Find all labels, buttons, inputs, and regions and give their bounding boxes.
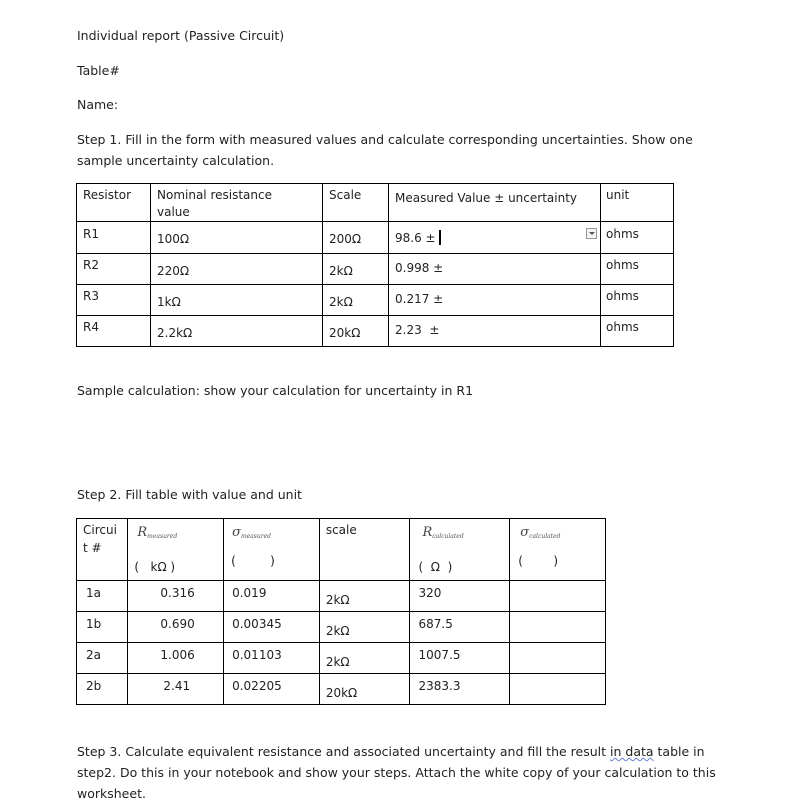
header-r-calculated: $R_{calculated}$ ( Ω ): [410, 519, 510, 581]
table-row: R1 100Ω 200Ω 98.6 ± ohms: [77, 222, 674, 254]
r1-measured-input[interactable]: 98.6 ±: [389, 222, 601, 254]
results-table: [76, 518, 606, 705]
header-sigma-calculated: $\sigma_{calculated}$ ( ): [510, 519, 606, 581]
header-unit: unit: [601, 184, 674, 222]
table-row: 1b 0.690 0.00345 2kΩ 687.5: [77, 612, 606, 643]
step3-line3: worksheet.: [77, 786, 146, 801]
header-nominal: Nominal resistance value: [151, 184, 323, 222]
step2-title: Step 2. Fill table with value and unit: [77, 487, 302, 502]
step3-instructions: [77, 741, 716, 804]
document-title: Individual report (Passive Circuit): [77, 28, 285, 43]
name-label: Name:: [77, 97, 119, 112]
sample-calculation-prompt: Sample calculation: show your calculation for uncertainty in R1: [77, 383, 474, 398]
table-number-label: Table#: [77, 63, 120, 78]
step1-instructions: [77, 129, 693, 171]
table-row: 2b 2.41 0.02205 20kΩ 2383.3: [77, 674, 606, 705]
unit-dropdown-cell[interactable]: ohms: [601, 222, 674, 254]
table-row: 2a 1.006 0.01103 2kΩ 1007.5: [77, 643, 606, 674]
step1-line1: Step 1. Fill in the form with measured values and calculate corresponding uncertainties. Show one: [77, 132, 693, 147]
table-row: R4 2.2kΩ 20kΩ 2.23 ± ohms: [77, 316, 674, 347]
step1-line2: sample uncertainty calculation.: [77, 153, 275, 168]
header-measured: Measured Value ± uncertainty: [389, 184, 601, 222]
table-row: R3 1kΩ 2kΩ 0.217 ± ohms: [77, 285, 674, 316]
header-resistor: Resistor: [77, 184, 151, 222]
table-row: R2 220Ω 2kΩ 0.998 ± ohms: [77, 254, 674, 285]
header-sigma-measured: $\sigma_{measured}$ ( ): [224, 519, 320, 581]
chevron-down-icon[interactable]: [586, 228, 597, 239]
measurement-table: [76, 183, 674, 347]
table-row: 1a 0.316 0.019 2kΩ 320: [77, 581, 606, 612]
header-scale: Scale: [323, 184, 389, 222]
header-scale: scale: [319, 519, 410, 581]
step3-line2: step2. Do this in your notebook and show your steps. Attach the white copy of your calculation to this: [77, 765, 716, 780]
header-r-measured: $R_{measured}$ ( kΩ ): [128, 519, 224, 581]
step3-line1: Step 3. Calculate equivalent resistance and associated uncertainty and fill the result in data table in: [77, 744, 705, 759]
text-cursor: [439, 230, 441, 245]
header-circuit: Circui t #: [77, 519, 128, 581]
